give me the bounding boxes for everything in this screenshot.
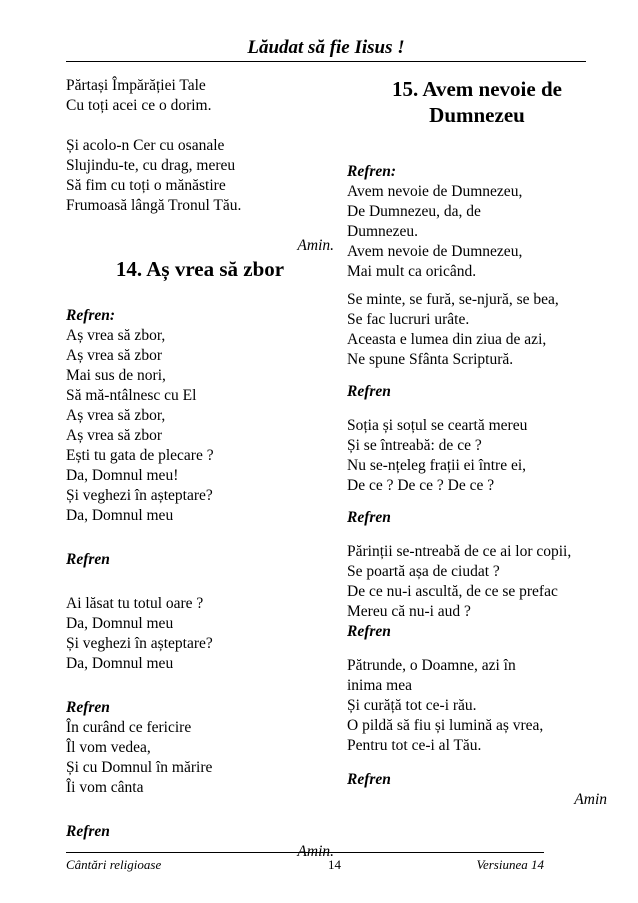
verse-line: inima mea [347,677,412,694]
verse-line: Mai mult ca oricând. [347,263,477,280]
refren-marker: Refren [66,699,110,716]
verse-line: Se fac lucruri urâte. [347,311,470,328]
verse-line: Și se întreabă: de ce ? [347,437,482,454]
verse-line: Îi vom cânta [66,779,144,796]
verse-line: Dumnezeu. [347,223,419,240]
refren-marker: Refren [347,509,391,526]
refren-marker: Refren [347,383,391,400]
right-stanza-b [347,416,607,496]
refren-marker: Refren [347,623,391,640]
verse-line: De ce ? De ce ? De ce ? [347,477,495,494]
verse-line: Mereu că nu-i aud ? [347,603,471,620]
amin-label: Amin. [297,843,334,860]
verse-line: Și cu Domnul în mărire [66,759,213,776]
verse-line: Și veghezi în așteptare? [66,487,213,504]
verse-line: Ești tu gata de plecare ? [66,447,214,464]
amin-label: Amin [574,791,607,808]
amin-label: Amin. [297,237,334,254]
verse-line: Se poartă așa de ciudat ? [347,563,500,580]
verse-line: Cu toți acei ce o dorim. [66,97,212,114]
verse-line: Avem nevoie de Dumnezeu, [347,183,523,200]
verse-line: Soția și soțul se ceartă mereu [347,417,528,434]
song-title-15-line1: 15. Avem nevoie de [392,77,562,101]
right-stanza-d [347,656,607,756]
verse-line: În curând ce fericire [66,719,192,736]
verse-line: Slujindu-te, cu drag, mereu [66,157,236,174]
song-title-15-line2: Dumnezeu [429,103,525,127]
page-number: 14 [328,857,341,872]
footer-version: Versiunea 14 [476,857,544,872]
refren-marker: Refren [347,771,391,788]
verse-line: Aș vrea să zbor, [66,327,166,344]
refren-marker: Refren [66,823,110,840]
page-footer [66,852,544,872]
verse-line: Pătrunde, o Doamne, azi în [347,657,516,674]
verse-line: Aș vrea să zbor [66,427,162,444]
left-stanza-d [66,718,334,798]
verse-line: Părtași Împărăției Tale [66,77,206,94]
verse-line: Ne spune Sfânta Scriptură. [347,351,514,368]
page-header [66,37,586,62]
refren-marker: Refren [66,551,110,568]
verse-line: Mai sus de nori, [66,367,166,384]
verse-line: Și veghezi în așteptare? [66,635,213,652]
verse-line: Să mă-ntâlnesc cu El [66,387,197,404]
left-stanza-c [66,594,334,674]
verse-line: Să fim cu toți o mănăstire [66,177,226,194]
song-title-14: 14. Aș vrea să zbor [115,257,285,281]
verse-line: Îl vom vedea, [66,739,151,756]
verse-line: O pildă să fiu și lumină aș vrea, [347,717,544,734]
left-refren-lines [66,326,334,526]
refren-label: Refren: [347,163,397,180]
right-stanza-a [347,290,607,370]
verse-line: Aș vrea să zbor [66,347,162,364]
verse-line: Da, Domnul meu [66,655,174,672]
verse-line: Se minte, se fură, se-njură, se bea, [347,291,559,308]
left-column [66,76,334,862]
verse-line: Și curăță tot ce-i rău. [347,697,477,714]
right-refren-lines [347,182,607,282]
verse-line: De ce nu-i ascultă, de ce se prefac [347,583,558,600]
right-column [347,76,607,810]
verse-line: Ai lăsat tu totul oare ? [66,595,204,612]
verse-line: Pentru tot ce-i al Tău. [347,737,482,754]
verse-line: Da, Domnul meu [66,615,174,632]
verse-line: Frumoasă lângă Tronul Tău. [66,197,242,214]
verse-line: Și acolo-n Cer cu osanale [66,137,225,154]
verse-line: Avem nevoie de Dumnezeu, [347,243,523,260]
verse-line: Da, Domnul meu [66,507,174,524]
verse-line: De Dumnezeu, da, de [347,203,481,220]
right-stanza-c [347,542,607,622]
verse-line: Aș vrea să zbor, [66,407,166,424]
verse-line: Părinții se-ntreabă de ce ai lor copii, [347,543,572,560]
refren-label: Refren: [66,307,116,324]
header-title: Lăudat să fie Iisus ! [247,37,405,58]
left-stanza-b [66,136,334,216]
left-stanza-a [66,76,334,116]
verse-line: Nu se-nțeleg frații ei între ei, [347,457,527,474]
verse-line: Da, Domnul meu! [66,467,179,484]
verse-line: Aceasta e lumea din ziua de azi, [347,331,547,348]
footer-book-title: Cântări religioase [66,857,162,872]
